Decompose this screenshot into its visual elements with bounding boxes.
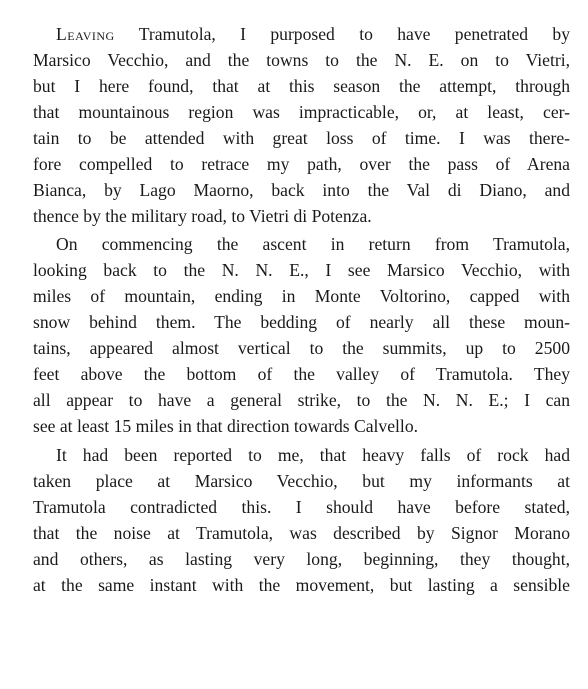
paragraph-1-line-7: Bianca, by Lago Maorno, back into the Val di Diano, and <box>33 180 570 200</box>
paragraph-3-line-5: and others, as lasting very long, beginning, they thought, <box>33 549 570 569</box>
paragraph-2-line-6: feet above the bottom of the valley of Tramutola. They <box>33 364 570 384</box>
paragraph-2-line-4: snow behind them. The bedding of nearly all these moun- <box>33 312 570 332</box>
paragraph-3-line-2: taken place at Marsico Vecchio, but my informants at <box>33 471 570 491</box>
lead-small-caps: Leaving <box>56 24 115 44</box>
paragraph-1-line-2: Marsico Vecchio, and the towns to the N. E. on to Vietri, <box>33 50 570 70</box>
paragraph-3-line-4: that the noise at Tramutola, was described by Signor Morano <box>33 523 570 543</box>
paragraph-2-line-8: see at least 15 miles in that direction towards Calvello. <box>33 416 419 436</box>
paragraph-3-line-1: It had been reported to me, that heavy falls of rock had <box>56 445 570 465</box>
paragraph-2-line-2: looking back to the N. N. E., I see Marsico Vecchio, with <box>33 260 570 280</box>
paragraph-2-line-3: miles of mountain, ending in Monte Voltorino, capped with <box>33 286 570 306</box>
paragraph-2-line-7: all appear to have a general strike, to the N. N. E.; I can <box>33 390 570 410</box>
paragraph-2-line-1: On commencing the ascent in return from Tramutola, <box>56 234 570 254</box>
paragraph-1-line-1 <box>56 21 570 47</box>
line-text: Tramutola, I purposed to have penetrated by <box>138 24 570 44</box>
paragraph-1-line-4: that mountainous region was impracticable, or, at least, cer- <box>33 102 570 122</box>
paragraph-1-line-6: fore compelled to retrace my path, over the pass of Arena <box>33 154 570 174</box>
paragraph-1-line-8: thence by the military road, to Vietri di Potenza. <box>33 206 372 226</box>
paragraph-3-line-3: Tramutola contradicted this. I should have before stated, <box>33 497 570 517</box>
paragraph-1-line-3: but I here found, that at this season the attempt, through <box>33 76 570 96</box>
paragraph-2-line-5: tains, appeared almost vertical to the summits, up to 2500 <box>33 338 570 358</box>
paragraph-3-line-6: at the same instant with the movement, but lasting a sensible <box>33 575 570 595</box>
paragraph-1-line-5: tain to be attended with great loss of time. I was there- <box>33 128 570 148</box>
